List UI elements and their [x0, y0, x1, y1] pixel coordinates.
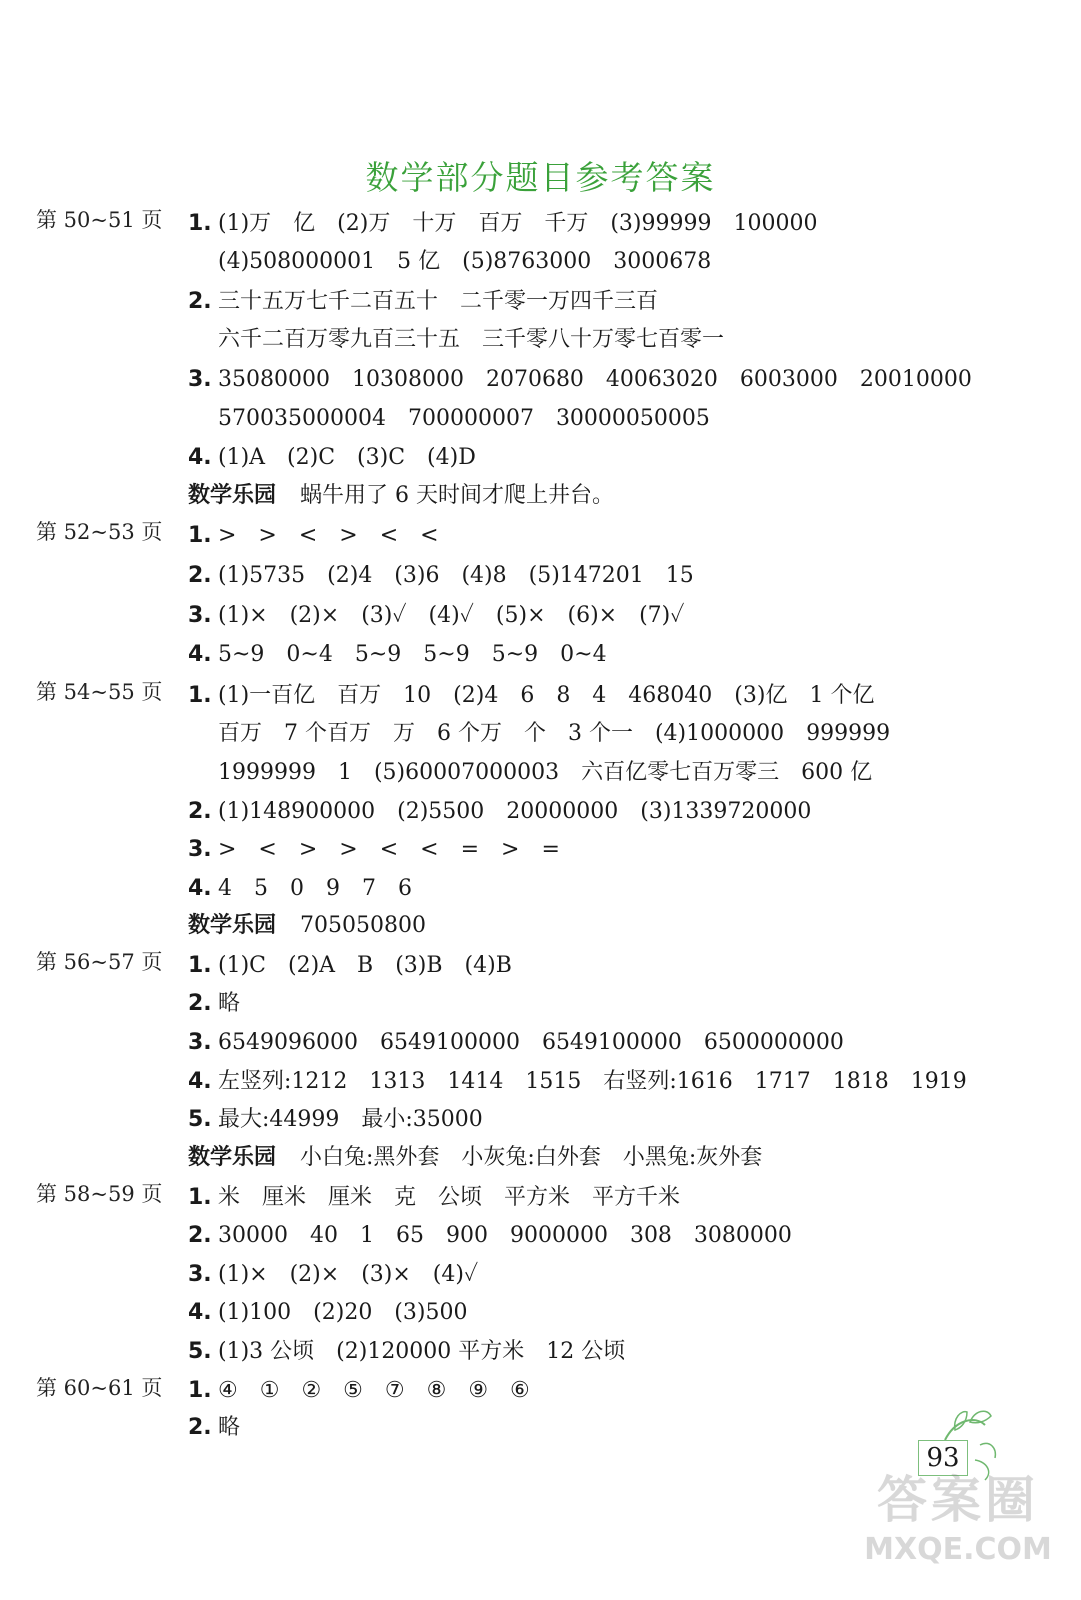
answer-line: [188, 284, 658, 315]
question-number: 3.: [188, 1262, 212, 1287]
answer-line: [188, 1334, 625, 1365]
watermark-logo: 答案圈: [877, 1471, 1039, 1529]
answer-line: [218, 401, 710, 432]
answer-line: [188, 440, 476, 471]
answer-line: [188, 1295, 467, 1326]
section-label: 第 50~51 页: [36, 208, 163, 232]
answer-text: 5~9 0~4 5~9 5~9 5~9 0~4: [218, 642, 607, 667]
answer-line: [188, 986, 240, 1017]
question-number: 1.: [188, 683, 212, 708]
question-number: 3.: [188, 367, 212, 392]
answer-text: (1)C (2)A B (3)B (4)B: [218, 953, 512, 978]
question-number: 4.: [188, 1300, 212, 1325]
question-number: 2.: [188, 1223, 212, 1248]
answer-text: (1)148900000 (2)5500 20000000 (3)1339720000: [218, 799, 812, 824]
page-number: 93: [918, 1440, 968, 1476]
watermark-url: MXQE.COM: [864, 1532, 1052, 1567]
answer-text: 6549096000 6549100000 6549100000 6500000000: [218, 1030, 844, 1055]
answer-text: (1)3 公顷 (2)120000 平方米 12 公顷: [218, 1339, 626, 1364]
question-number: 3.: [188, 603, 212, 628]
question-number: 2.: [188, 1415, 212, 1440]
answer-text: > > < > < <: [218, 523, 439, 548]
question-number: 1.: [188, 953, 212, 978]
answer-text: 705050800: [300, 913, 426, 938]
answer-text: (1)5735 (2)4 (3)6 (4)8 (5)147201 15: [218, 563, 694, 588]
math-garden-line: [188, 908, 426, 939]
answer-line: [188, 558, 694, 589]
answer-text: 最大:44999 最小:35000: [218, 1107, 483, 1132]
answer-line: [218, 755, 872, 786]
answer-line: [188, 948, 512, 979]
question-number: 1.: [188, 523, 212, 548]
watermark: [848, 1470, 1068, 1590]
section-label: 第 56~57 页: [36, 950, 163, 974]
answer-line: [188, 518, 439, 549]
page-title: 数学部分题目参考答案: [365, 158, 716, 197]
answer-text: 米 厘米 厘米 克 公顷 平方米 平方千米: [218, 1185, 681, 1210]
answer-line: [188, 1257, 478, 1288]
math-garden-label: 数学乐园: [188, 913, 277, 938]
answer-text: 六千二百万零九百三十五 三千零八十万零七百零一: [218, 327, 725, 352]
answer-line: [188, 206, 817, 237]
answer-text: > < > > < < = > =: [218, 837, 560, 862]
answer-line: [188, 871, 412, 902]
answer-text: 30000 40 1 65 900 9000000 308 3080000: [218, 1223, 792, 1248]
question-number: 3.: [188, 837, 212, 862]
answer-text: 570035000004 700000007 30000050005: [218, 406, 710, 431]
answer-text: 略: [218, 991, 241, 1016]
answer-line: [188, 1102, 483, 1133]
answer-line: [188, 637, 607, 668]
answer-text: (4)508000001 5 亿 (5)8763000 3000678: [218, 249, 712, 274]
answer-text: (1)× (2)× (3)✓ (4)✓ (5)× (6)× (7)✓: [218, 603, 685, 628]
section-label: 第 52~53 页: [36, 520, 163, 544]
answer-line: [188, 1064, 967, 1095]
answer-line: [218, 322, 724, 353]
answer-line: [218, 244, 711, 275]
math-garden-label: 数学乐园: [188, 1145, 277, 1170]
answer-text: 左竖列:1212 1313 1414 1515 右竖列:1616 1717 1818 1919: [218, 1069, 967, 1094]
question-number: 4.: [188, 876, 212, 901]
answer-line: [188, 1218, 792, 1249]
question-number: 1.: [188, 1378, 212, 1403]
answer-text: 1999999 1 (5)60007000003 六百亿零七百万零三 600 亿: [218, 760, 873, 785]
answer-line: [188, 1025, 844, 1056]
answer-text: (1)万 亿 (2)万 十万 百万 千万 (3)99999 100000: [218, 211, 818, 236]
math-garden-line: [188, 1140, 762, 1171]
question-number: 2.: [188, 289, 212, 314]
question-number: 4.: [188, 1069, 212, 1094]
answer-line: [188, 832, 560, 863]
question-number: 3.: [188, 1030, 212, 1055]
answer-line: [218, 716, 890, 747]
answer-line: [188, 362, 972, 393]
question-number: 5.: [188, 1339, 212, 1364]
answer-text: ④ ① ② ⑤ ⑦ ⑧ ⑨ ⑥: [218, 1378, 530, 1403]
math-garden-label: 数学乐园: [188, 483, 277, 508]
question-number: 4.: [188, 445, 212, 470]
answer-line: [188, 1373, 530, 1404]
answer-line: [188, 1410, 240, 1441]
question-number: 2.: [188, 799, 212, 824]
section-label: 第 60~61 页: [36, 1376, 163, 1400]
answer-line: [188, 794, 811, 825]
question-number: 2.: [188, 991, 212, 1016]
section-label: 第 54~55 页: [36, 680, 163, 704]
question-number: 4.: [188, 642, 212, 667]
answer-line: [188, 1180, 680, 1211]
answer-text: 蜗牛用了 6 天时间才爬上井台。: [300, 483, 614, 508]
answer-text: (1)× (2)× (3)× (4)✓: [218, 1262, 479, 1287]
answer-text: 35080000 10308000 2070680 40063020 6003000 20010000: [218, 367, 972, 392]
answer-text: 略: [218, 1415, 241, 1440]
question-number: 2.: [188, 563, 212, 588]
question-number: 1.: [188, 1185, 212, 1210]
answer-text: 百万 7 个百万 万 6 个万 个 3 个一 (4)1000000 999999: [218, 721, 891, 746]
answer-text: 三十五万七千二百五十 二千零一万四千三百: [218, 289, 659, 314]
section-label: 第 58~59 页: [36, 1182, 163, 1206]
math-garden-line: [188, 478, 614, 509]
answer-line: [188, 678, 874, 709]
answer-line: [188, 598, 684, 629]
answer-text: (1)A (2)C (3)C (4)D: [218, 445, 476, 470]
question-number: 5.: [188, 1107, 212, 1132]
answer-text: (1)100 (2)20 (3)500: [218, 1300, 468, 1325]
answer-text: 小白兔:黑外套 小灰兔:白外套 小黑兔:灰外套: [300, 1145, 763, 1170]
question-number: 1.: [188, 211, 212, 236]
answer-text: (1)一百亿 百万 10 (2)4 6 8 4 468040 (3)亿 1 个亿: [218, 683, 875, 708]
answer-text: 4 5 0 9 7 6: [218, 876, 412, 901]
